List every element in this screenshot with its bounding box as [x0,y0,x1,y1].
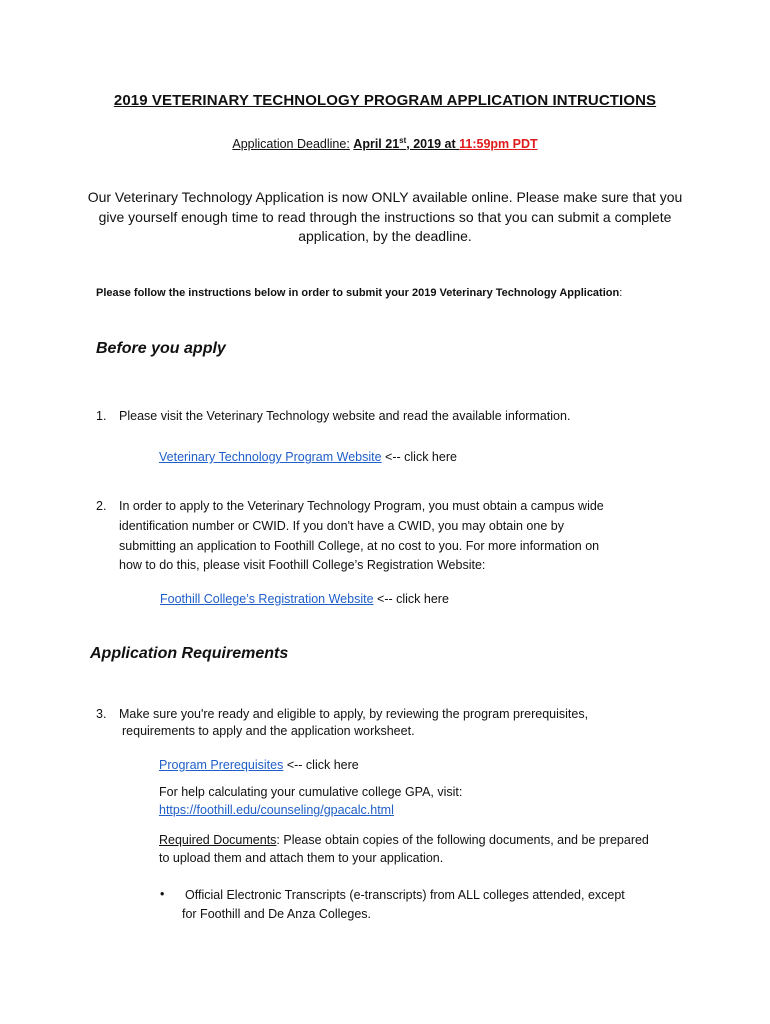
step-1-link-row [159,448,457,467]
bullet-icon: • [160,887,165,901]
click-here-text: <-- click here [283,758,359,772]
section-before-you-apply: Before you apply [96,340,226,357]
section-application-requirements: Application Requirements [90,645,289,662]
intro-paragraph: Our Veterinary Technology Application is now ONLY available online. Please make sure that you give yourself enough time to read through the instructions so that you can submit a complete application, by the deadline. [87,189,683,244]
required-documents-line-2: to upload them and attach them to your application. [159,851,444,865]
transcripts-bullet-line-2: for Foothill and De Anza Colleges. [182,907,371,921]
step-1-text: Please visit the Veterinary Technology website and read the available information. [119,409,571,423]
gpa-help-text: For help calculating your cumulative college GPA, visit: [159,785,463,799]
gpa-link-row [159,801,394,820]
step-1-number: 1. [96,409,107,423]
step-3-line-2: requirements to apply and the application worksheet. [122,724,415,738]
step-3-number: 3. [96,707,107,721]
follow-instructions-text: Please follow the instructions below in order to submit your 2019 Veterinary Technology Application: [96,287,623,299]
registration-website-link[interactable]: Foothill College’s Registration Website [160,592,374,606]
page-title: 2019 VETERINARY TECHNOLOGY PROGRAM APPLICATION INTRUCTIONS [113,92,657,109]
click-here-text: <-- click here [373,592,449,606]
step-3-link-row [159,756,359,775]
step-3-line-1: Make sure you're ready and eligible to apply, by reviewing the program prerequisites, [119,707,589,721]
deadline-label: Application Deadline: [232,137,350,151]
gpa-calculator-link[interactable]: https://foothill.edu/counseling/gpacalc.html [159,803,394,817]
required-documents-label: Required Documents [159,833,277,847]
program-prerequisites-link[interactable]: Program Prerequisites [159,758,284,772]
deadline-time: 11:59pm PDT [459,137,538,151]
step-2-number: 2. [96,499,107,513]
vet-tech-website-link[interactable]: Veterinary Technology Program Website [159,450,382,464]
click-here-text: <-- click here [381,450,457,464]
deadline-date: April 21st, 2019 at [353,135,460,151]
transcripts-bullet-line-1: Official Electronic Transcripts (e-transcripts) from ALL colleges attended, except [185,888,625,902]
date-suffix: st [399,135,407,145]
application-deadline [0,137,770,151]
step-2-link-row [160,590,449,609]
step-2-line-2: identification number or CWID. If you don't have a CWID, you may obtain one by [119,519,564,533]
step-2-line-3: submitting an application to Foothill College, at no cost to you. For more information on [119,539,600,553]
required-documents-line-1: Required Documents: Please obtain copies of the following documents, and be prepared [159,833,649,847]
step-2-line-4: how to do this, please visit Foothill College’s Registration Website: [119,558,486,572]
step-2-line-1: In order to apply to the Veterinary Technology Program, you must obtain a campus wide [119,499,604,513]
